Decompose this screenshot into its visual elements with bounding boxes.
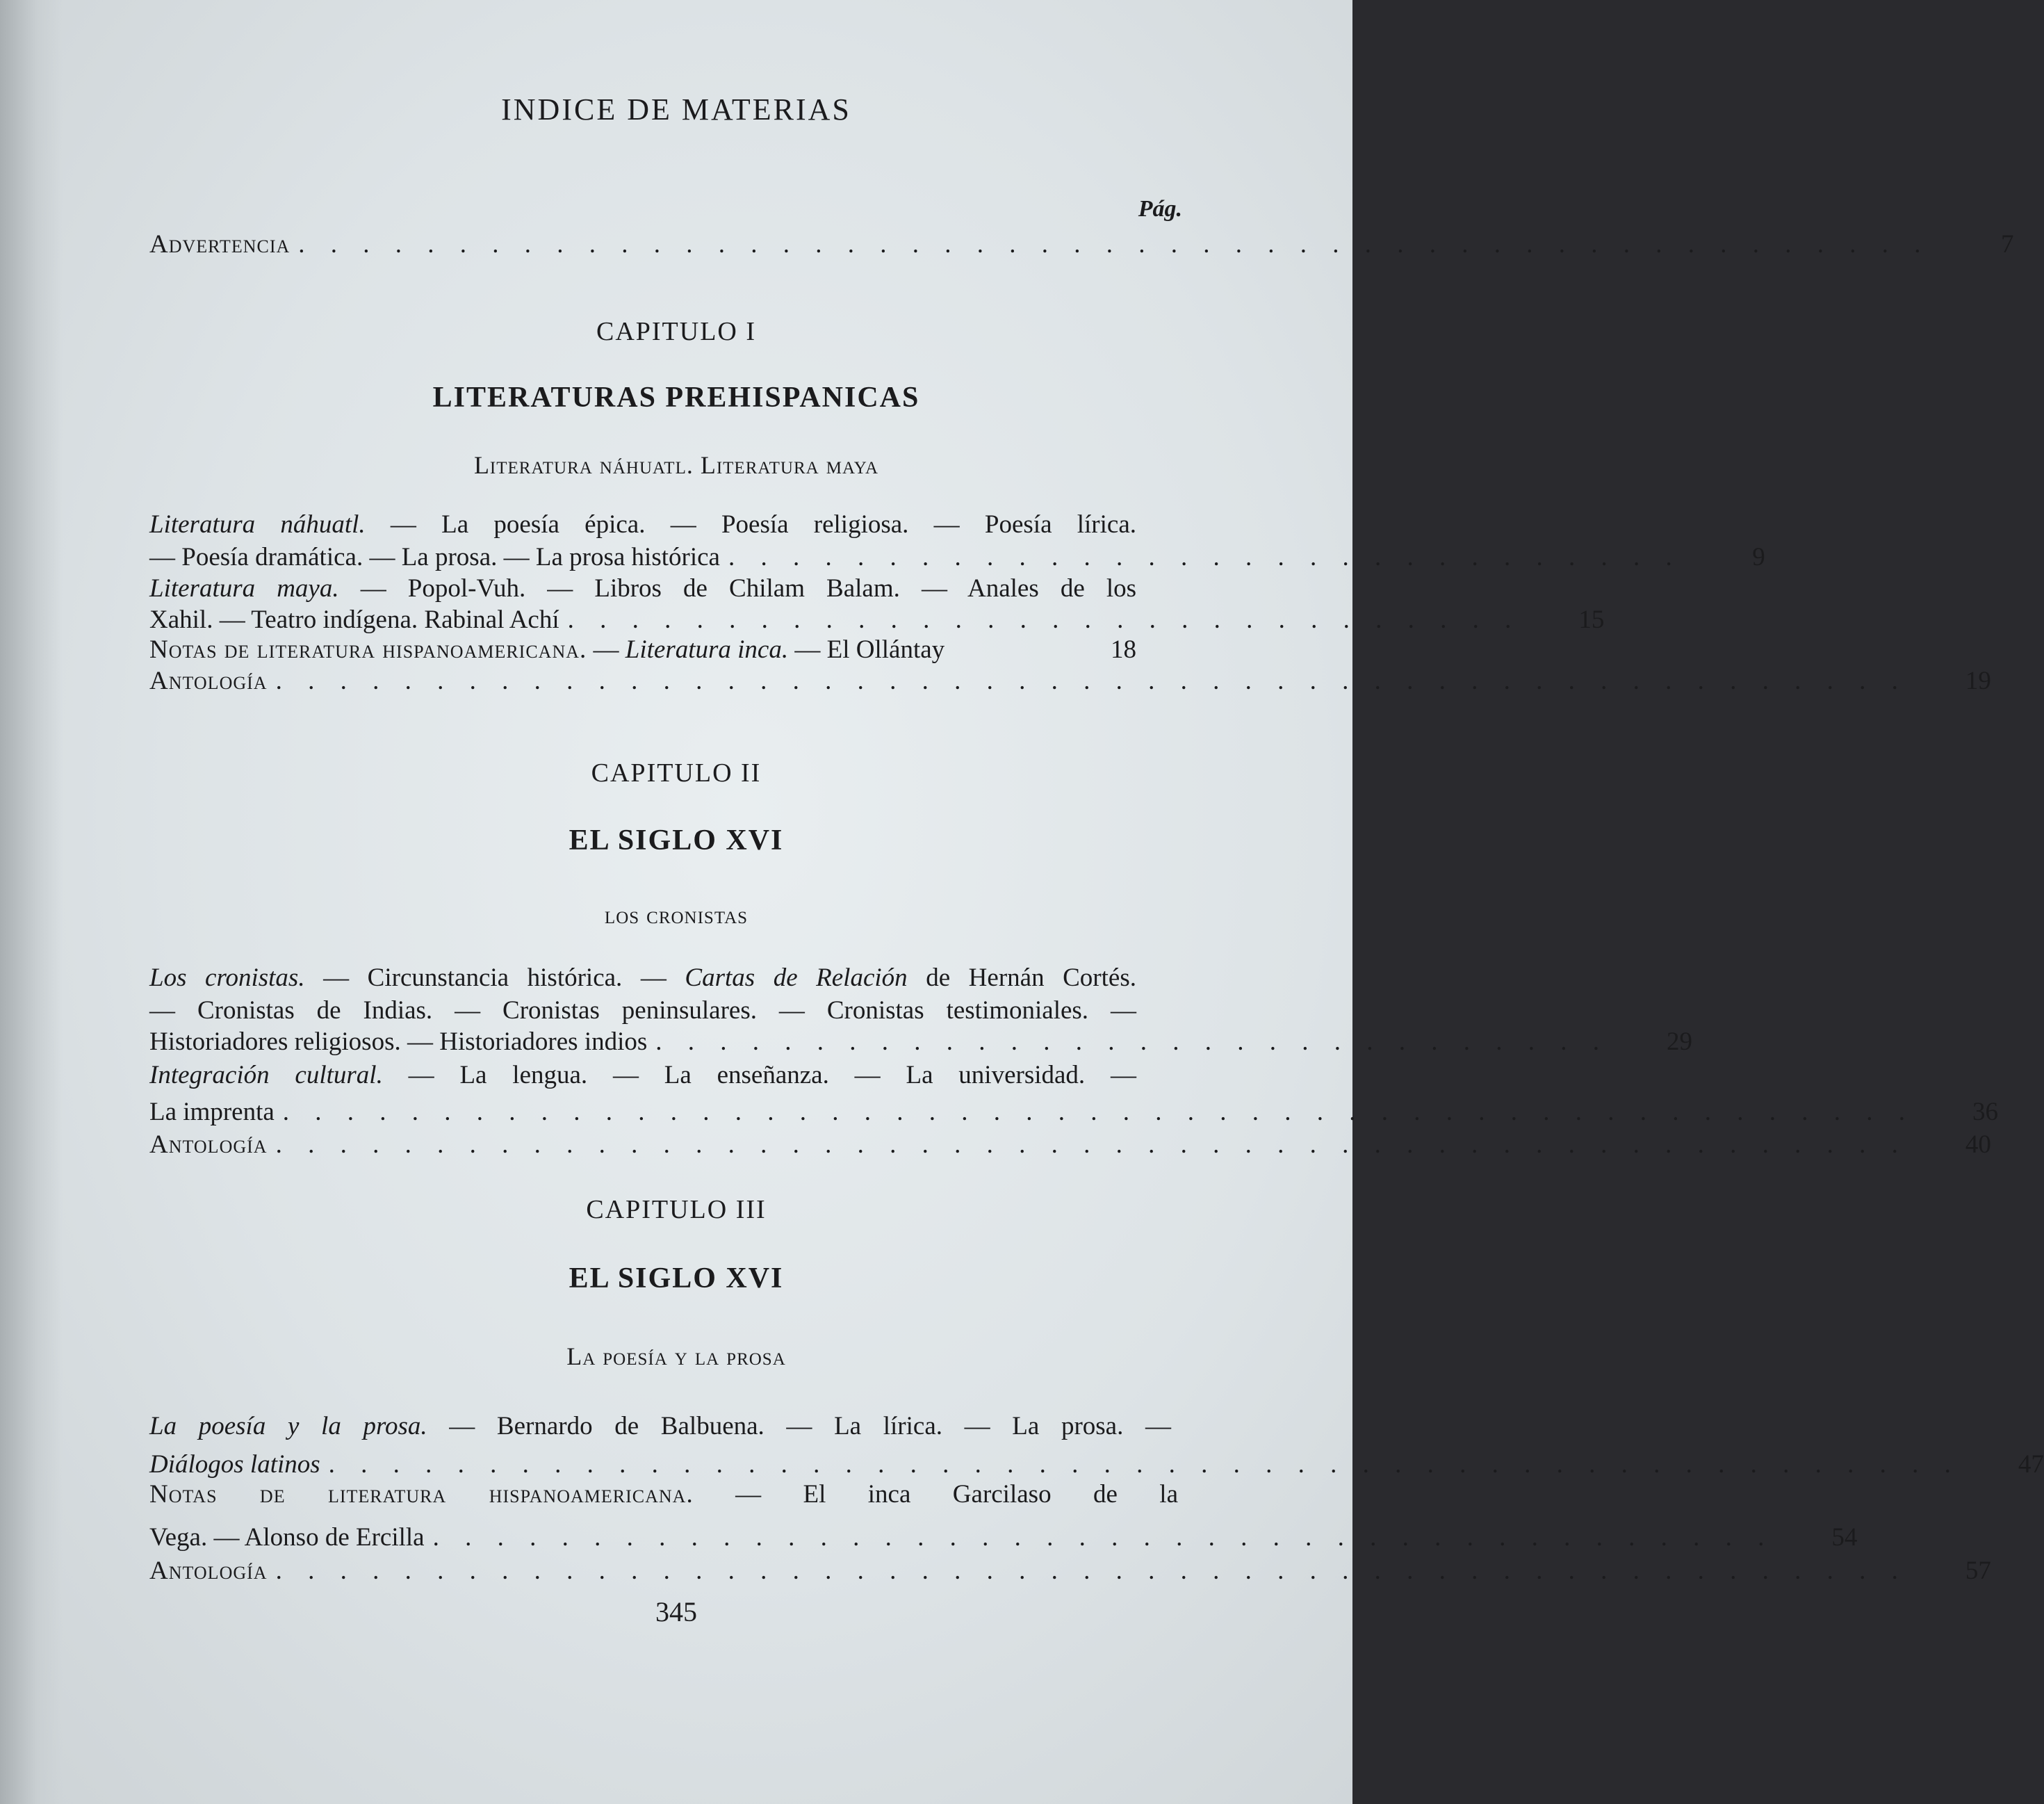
toc-entry-line[interactable]	[149, 1479, 1178, 1510]
toc-entry-italic: Literatura maya.	[149, 574, 339, 603]
toc-entry-text: — La poesía épica. — Poesía religiosa. — Poesía lírica.	[365, 510, 1136, 539]
toc-entry-line[interactable]	[149, 605, 1605, 635]
toc-entry-text: —	[587, 635, 626, 664]
leader-dots: . . . . . . . . . . . . . . . . . . . . . . . . . . . . . . . . . . . . . . . . . . . . . . . . . . .	[328, 1450, 1961, 1479]
toc-entry-line[interactable]	[149, 574, 1136, 604]
section-title: La poesía y la prosa	[566, 1342, 786, 1370]
toc-entry-line[interactable]	[149, 1556, 1991, 1586]
toc-entry-line[interactable]	[149, 1130, 1991, 1160]
toc-entry-italic: Diálogos latinos	[149, 1450, 320, 1479]
toc-entry-text: Vega. — Alonso de Ercilla	[149, 1523, 425, 1552]
chapter-title: LITERATURAS PREHISPANICAS	[432, 382, 920, 414]
toc-entry-italic: Literatura inca.	[625, 635, 789, 664]
leader-dots: . . . . . . . . . . . . . . . . . . . . . . . . . . . . . . . . . . . . . . . . . . . . . . . . . . .	[275, 667, 1908, 695]
toc-entry-text: — El inca Garcilaso de la	[693, 1480, 1178, 1509]
toc-entry-italic: Integración cultural.	[149, 1061, 383, 1089]
leader-dots: . . . . . . . . . . . . . . . . . . . . . . . . . . . . . . . . . . . . . . . . . . . . . . . . . . .	[275, 1130, 1908, 1159]
toc-entry-line[interactable]	[149, 1449, 2044, 1480]
toc-entry-line[interactable]	[149, 1411, 1171, 1442]
toc-entry-line[interactable]	[149, 635, 1136, 665]
toc-page-number: 54	[1831, 1523, 1858, 1552]
toc-entry-text: — Poesía dramática. — La prosa. — La prosa histórica	[149, 543, 720, 571]
toc-entry-smallcaps: Antología	[149, 667, 268, 695]
toc-entry-smallcaps: Antología	[149, 1130, 268, 1159]
toc-page-number: 57	[1965, 1557, 1991, 1585]
leader-dots: . . . . . . . . . . . . . . . . . . . . . . . . . . . . . . . . . . . . . . . . . . . . . . . . . . .	[298, 230, 1931, 259]
leader-dots: . . . . . . . . . . . . . . . . . . . . . . . . . . . . . .	[728, 543, 1682, 571]
toc-entry-line[interactable]	[149, 666, 1991, 697]
toc-entry-line[interactable]	[149, 996, 1136, 1026]
toc-entry-text: — La lengua. — La enseñanza. — La universidad. —	[382, 1061, 1136, 1089]
toc-entry-text: — Circunstancia histórica. —	[304, 964, 685, 992]
toc-entry-line[interactable]	[149, 963, 1136, 993]
chapter-title: EL SIGLO XVI	[569, 1262, 784, 1294]
page-title: INDICE DE MATERIAS	[501, 92, 851, 127]
chapter-label: CAPITULO III	[586, 1195, 767, 1224]
leader-dots: . . . . . . . . . . . . . . . . . . . . . . . . . . . . . . . . . . . . . . . . . . . . . . . . . . .	[282, 1098, 1915, 1126]
toc-entry-line[interactable]	[149, 1060, 1136, 1091]
toc-entry-line[interactable]	[149, 542, 1765, 573]
leader-dots: . . . . . . . . . . . . . . . . . . . . . . . . . . . . . .	[655, 1027, 1610, 1056]
toc-entry-advertencia[interactable]	[149, 229, 2014, 260]
toc-entry-italic: Literatura náhuatl.	[149, 510, 366, 539]
toc-entry-text: La imprenta	[149, 1098, 275, 1126]
toc-entry-text: Advertencia	[149, 230, 291, 259]
toc-page-number: 19	[1965, 667, 1991, 695]
toc-entry-text: de Hernán Cortés.	[907, 964, 1136, 992]
toc-page-number: 29	[1667, 1027, 1693, 1056]
page-column-label: Pág.	[1138, 196, 1182, 222]
page-number: 345	[655, 1596, 697, 1627]
toc-page-number: 40	[1965, 1130, 1991, 1159]
leader-dots: . . . . . . . . . . . . . . . . . . . . . . . . . . . . . . . . . . . . . . . . . .	[432, 1523, 1774, 1552]
toc-entry-text: — Popol-Vuh. — Libros de Chilam Balam. — Anales de los	[338, 574, 1136, 603]
chapter-label: CAPITULO I	[596, 317, 757, 346]
toc-entry-text: — Bernardo de Balbuena. — La lírica. — La prosa. —	[427, 1412, 1171, 1440]
toc-entry-line[interactable]	[149, 1027, 1693, 1057]
chapter-label: CAPITULO II	[591, 758, 762, 788]
toc-page-number: 9	[1752, 543, 1765, 571]
toc-page-number: 15	[1578, 606, 1605, 634]
toc-entry-text: — Cronistas de Indias. — Cronistas peninsulares. — Cronistas testimoniales. —	[149, 996, 1136, 1025]
toc-entry-italic: Los cronistas.	[149, 964, 305, 992]
toc-entry-line[interactable]	[149, 1097, 1999, 1128]
leader-dots: . . . . . . . . . . . . . . . . . . . . . . . . . . . . . .	[567, 606, 1521, 634]
toc-entry-italic: Cartas de Relación	[685, 964, 908, 992]
toc-page-number: 18	[1111, 635, 1136, 664]
section-title: Literatura náhuatl. Literatura maya	[473, 451, 879, 479]
toc-page-number: 7	[2001, 230, 2014, 259]
toc-entry-line[interactable]	[149, 1522, 1858, 1553]
section-title: los cronistas	[604, 901, 749, 929]
toc-entry-smallcaps: Notas de literatura hispanoamericana.	[149, 635, 587, 664]
toc-entry-line[interactable]	[149, 510, 1136, 540]
toc-page-number: 36	[1972, 1098, 1999, 1126]
toc-entry-text-group	[149, 635, 945, 665]
chapter-title: EL SIGLO XVI	[569, 824, 784, 856]
toc-page-number: 47	[2018, 1450, 2044, 1479]
toc-entry-text: Historiadores religiosos. — Historiadores indios	[149, 1027, 648, 1056]
toc-entry-text: Xahil. — Teatro indígena. Rabinal Achí	[149, 606, 559, 634]
toc-entry-italic: La poesía y la prosa.	[149, 1412, 427, 1440]
leader-dots: . . . . . . . . . . . . . . . . . . . . . . . . . . . . . . . . . . . . . . . . . . . . . . . . . . .	[275, 1557, 1908, 1585]
toc-entry-smallcaps: Antología	[149, 1557, 268, 1585]
toc-entry-text: — El Ollántay	[788, 635, 945, 664]
toc-entry-smallcaps: Notas de literatura hispanoamericana.	[149, 1480, 694, 1509]
